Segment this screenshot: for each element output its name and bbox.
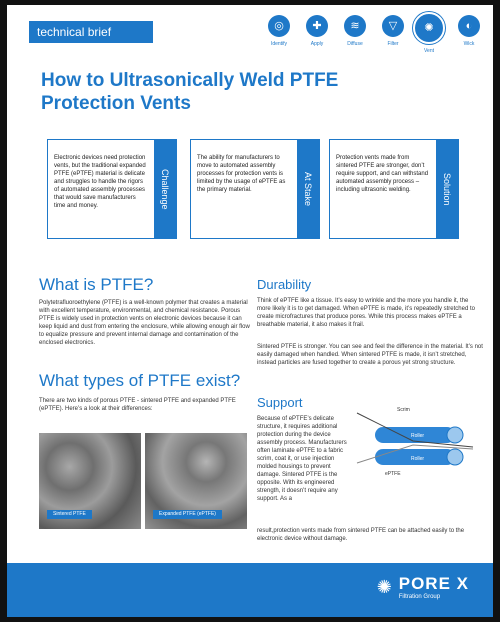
card-tab-label: Solution [436,140,458,238]
icon-label: Identify [270,41,288,47]
sintered-ptfe-micrograph [39,433,141,529]
icon-label: Vent [423,48,434,54]
icon-item-apply [301,15,333,47]
logo-wordmark: PORE X [398,574,469,593]
card-tab-label: Challenge [154,140,176,238]
page-title: How to Ultrasonically Weld PTFE Protection Vents [41,70,339,114]
durability-heading: Durability [257,277,312,292]
icon-label: Diffuse [347,41,363,47]
durability-paragraph-1: Think of ePTFE like a tissue. It’s easy to wrinkle and the more you handle it, the more likely it is to get damaged. When ePTFE is made, it’s repeatedly stretched to create microfractures that produce pores. While this process makes ePTFE a breathable material, it also makes it frail. [257,298,475,328]
diagram-label-roller-bottom: Roller [411,456,425,462]
porex-logo [376,574,469,601]
support-heading: Support [257,395,303,410]
icon-item-filter [377,15,409,47]
card-text: The ability for manufacturers to move to automated assembly processes for protection vents is limited by the usage of ePTFE as the primary material. [197,155,286,193]
wick-icon: ◐ [458,15,480,37]
icon-label: Apply [310,41,324,47]
what-is-ptfe-body: Polytetrafluoroethylene (PTFE) is a well-known polymer that creates a material with excellent temperature, environmental, and chemical resistance. Porous PTFE is widely used in protection vents on electronic devices because it can keep liquid and dust from entering the enclosure, while allowing enough air flow to equalize pressure and prevent internal damage and contamination of the enclosed electronics. [39,300,250,346]
diffuse-icon: ≋ [344,15,366,37]
photo-caption: Expanded PTFE (ePTFE) [153,510,222,519]
ptfe-types-body: There are two kinds of porous PTFE - sintered PTFE and expanded PTFE (ePTFE). Here’s a look at their differences: [39,398,236,412]
document-page [7,5,493,617]
solution-card [329,139,459,239]
diagram-label-scrim: Scrim [397,407,410,413]
logo-swirl-icon: ✺ [376,577,392,597]
card-tab-label: At Stake [297,140,319,238]
diagram-label-eptfe: ePTFE [385,471,401,477]
identify-icon: ◎ [268,15,290,37]
footer-bar [7,563,493,617]
card-text: Electronic devices need protection vents, but the traditional expanded PTFE (ePTFE) material is delicate and struggles to handle the rigors of automated assembly processes that would save manufacturers time and money. [54,155,146,209]
icon-item-vent [413,15,445,54]
expanded-ptfe-micrograph [145,433,247,529]
document-type-banner: technical brief [29,21,153,43]
apply-icon: ✚ [306,15,328,37]
filter-icon: ▽ [382,15,404,37]
ptfe-types-heading: What types of PTFE exist? [39,371,241,390]
durability-paragraph-2: Sintered PTFE is stronger. You can see and feel the difference in the material. It’s not easily damaged when handled. When sintered PTFE is made, it isn’t stretched, instead particles are fused together to create a porous yet strong structure. [257,344,483,366]
vent-icon: ✺ [413,12,445,44]
support-body-continued: result,protection vents made from sintered PTFE can be attached easily to the electronic device without damage. [257,528,465,542]
icon-label: Wick [463,41,475,47]
icon-item-identify [263,15,295,47]
at-stake-card [190,139,320,239]
card-text: Protection vents made from sintered PTFE are stronger, don’t require support, and can withstand automated assembly process – including ultrasonic welding. [336,155,429,193]
support-body: Because of ePTFE’s delicate structure, it requires additional protection during the device assembly process. Manufacturers often laminate ePTFE to a fabric scrim, coat it, or use injection molded housings to prevent damage. Sintered PTFE is the opposite. With its engineered strength, it doesn’t require any support. As a [257,416,347,502]
what-is-ptfe-heading: What is PTFE? [39,275,154,294]
icon-label: Filter [387,41,399,47]
photo-caption: Sintered PTFE [47,510,92,519]
function-icon-row [263,15,489,61]
icon-item-wick [453,15,485,47]
challenge-card [47,139,177,239]
diagram-label-roller-top: Roller [411,433,425,439]
icon-item-diffuse [339,15,371,47]
logo-tagline: Filtration Group [398,594,441,600]
roller-lamination-diagram [353,401,479,487]
